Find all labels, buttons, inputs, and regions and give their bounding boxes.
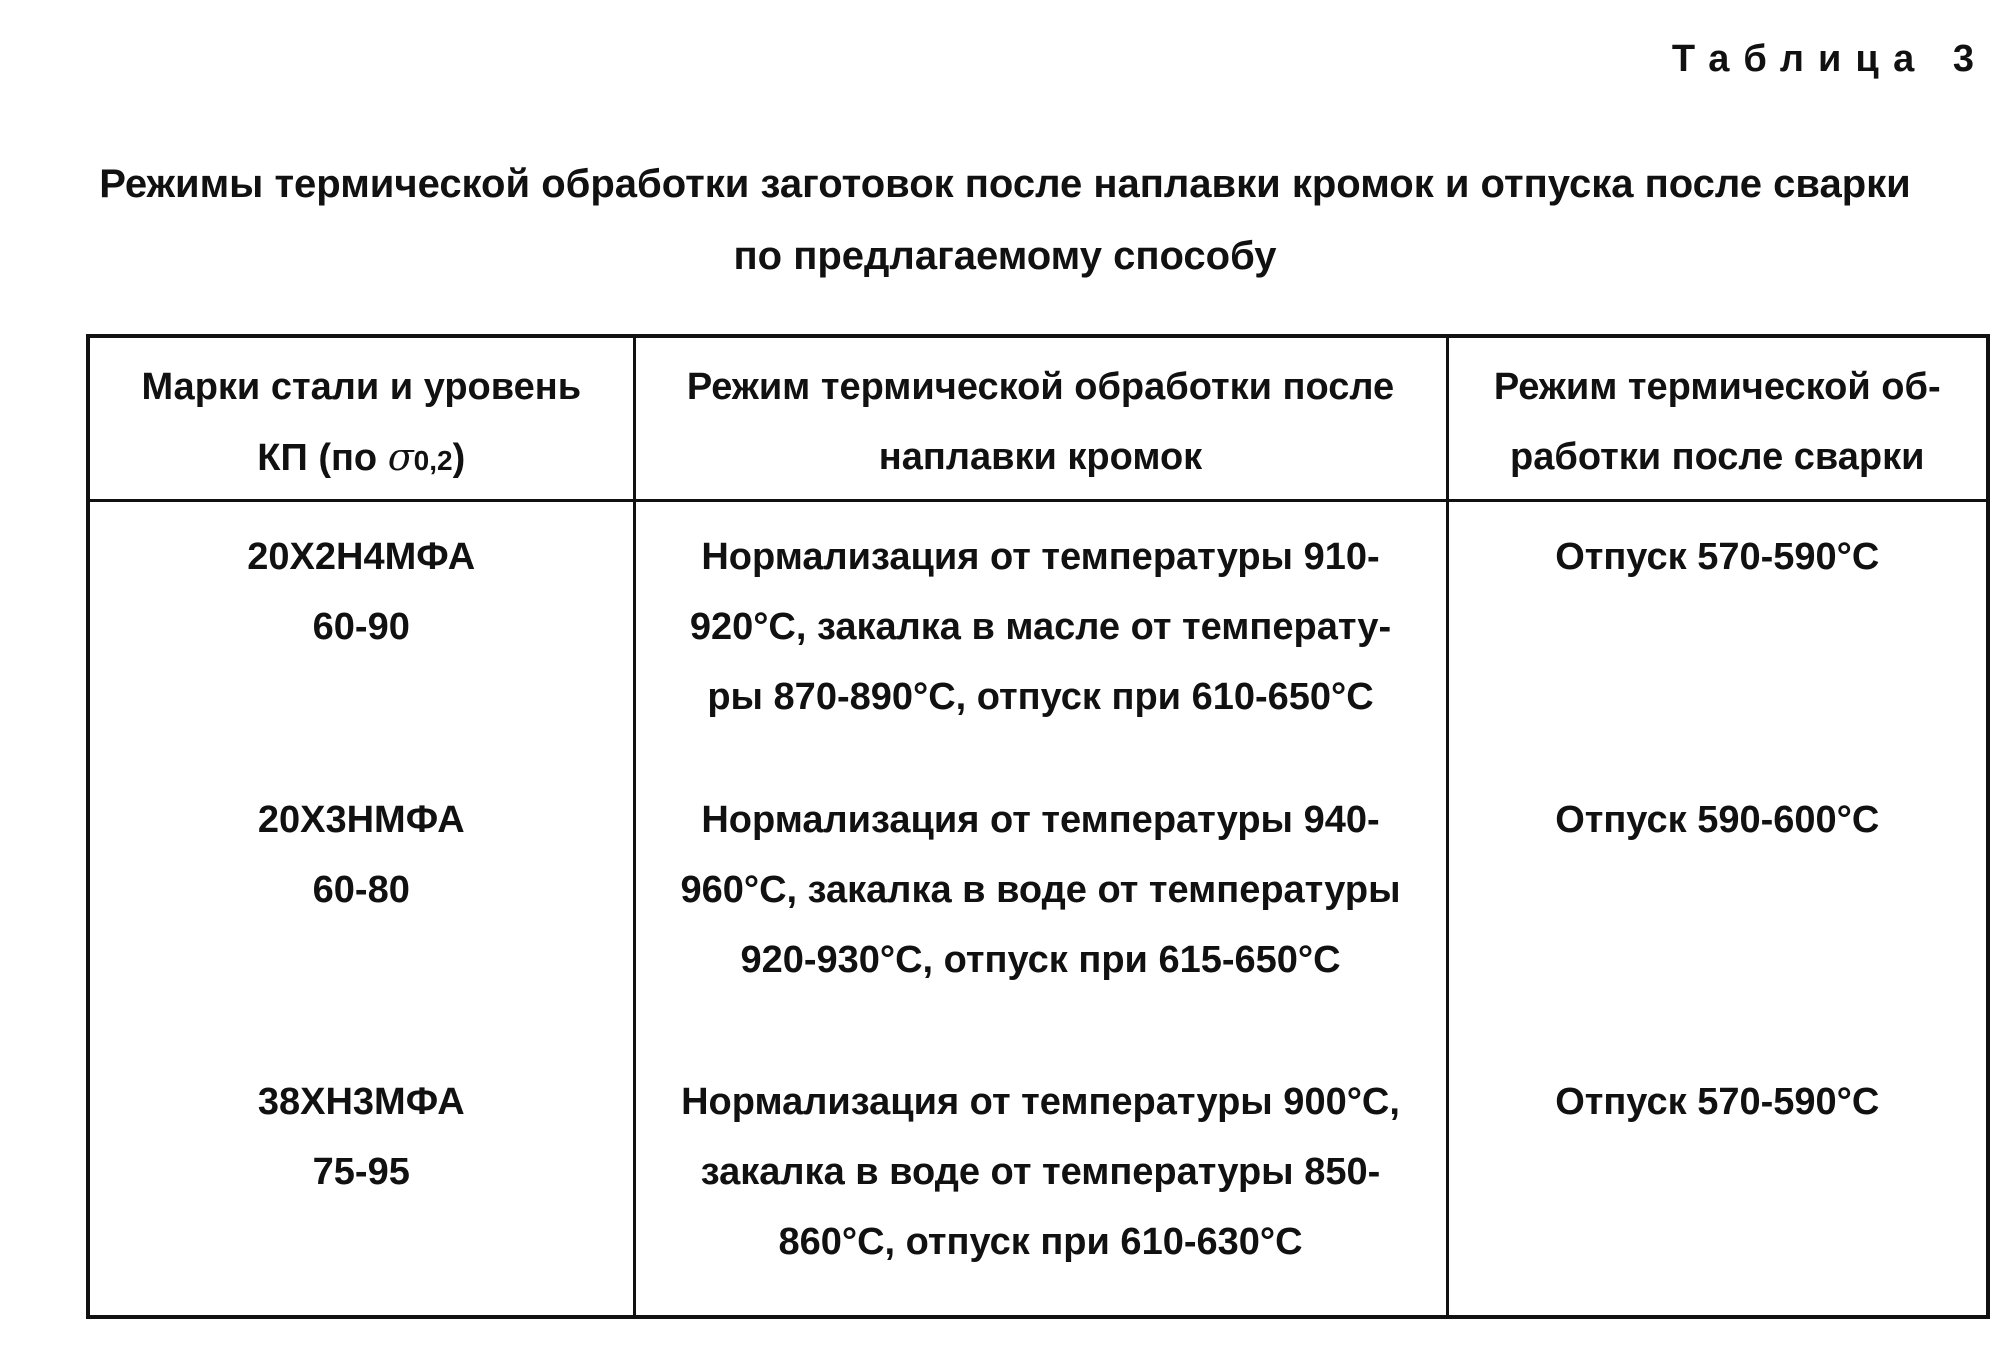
- table-row: [88, 500, 1988, 785]
- header-edge-treatment: [634, 336, 1447, 500]
- header-steel-grade-line-2: [104, 422, 619, 496]
- header-weld-treatment-line-2: работки после сварки: [1510, 436, 1925, 478]
- weld-tempering: Отпуск 570-590°С: [1555, 1081, 1880, 1123]
- weld-treatment-cell: [1447, 500, 1988, 785]
- table-number-label: Таблица 3: [1671, 38, 1988, 80]
- weld-tempering: Отпуск 570-590°С: [1555, 535, 1880, 578]
- weld-treatment-cell: [1447, 785, 1988, 1067]
- caption-line-2: по предлагаемому способу: [733, 234, 1277, 278]
- steel-grade-cell: [88, 1067, 634, 1317]
- edge-treatment-cell: [634, 500, 1447, 785]
- caption-line-1: Режимы термической обработки заготовок после наплавки кромок и отпуска после сварки: [99, 162, 1911, 206]
- kp-level: 60-80: [312, 869, 410, 911]
- header-weld-treatment-line-1: Режим термической об-: [1493, 366, 1941, 408]
- edge-treatment-cell: [634, 785, 1447, 1067]
- header-row: [88, 336, 1988, 500]
- steel-grade: 20Х3НМФА: [257, 799, 465, 841]
- header-steel-grade: [88, 336, 634, 500]
- heat-treatment-table: [86, 334, 1990, 1319]
- table-row: [88, 785, 1988, 1067]
- edge-treatment-cell: [634, 1067, 1447, 1317]
- header-kp-suffix: ): [452, 437, 466, 479]
- weld-tempering: Отпуск 590-600°С: [1555, 799, 1880, 841]
- header-edge-treatment-line-2: наплавки кромок: [878, 436, 1203, 478]
- edge-treatment-line: ры 870-890°С, отпуск при 610-650°С: [707, 675, 1374, 718]
- header-weld-treatment: [1447, 336, 1988, 500]
- edge-treatment-line: 920°С, закалка в масле от температу-: [689, 605, 1392, 648]
- edge-treatment-line: закалка в воде от температуры 850-: [700, 1151, 1381, 1193]
- weld-treatment-cell: [1447, 1067, 1988, 1317]
- edge-treatment-line: Нормализация от температуры 910-: [701, 535, 1380, 578]
- edge-treatment-line: 860°С, отпуск при 610-630°С: [778, 1221, 1303, 1263]
- edge-treatment-line: 960°С, закалка в воде от температуры: [680, 869, 1401, 911]
- sigma-subscript: 0,2: [413, 445, 453, 476]
- steel-grade-cell: [88, 785, 634, 1067]
- sigma-symbol: σ: [387, 435, 414, 479]
- edge-treatment-line: 920-930°С, отпуск при 615-650°С: [740, 939, 1341, 981]
- edge-treatment-line: Нормализация от температуры 940-: [701, 799, 1380, 841]
- steel-grade: 20Х2Н4МФА: [247, 535, 476, 578]
- table-row: [88, 1067, 1988, 1317]
- kp-level: 60-90: [312, 605, 410, 648]
- edge-treatment-line: Нормализация от температуры 900°С,: [681, 1081, 1400, 1123]
- steel-grade-cell: [88, 500, 634, 785]
- kp-level: 75-95: [312, 1151, 410, 1193]
- header-steel-grade-line-1: Марки стали и уровень: [141, 366, 582, 408]
- table-caption: [0, 148, 2010, 292]
- header-edge-treatment-line-1: Режим термической обработки после: [686, 366, 1395, 408]
- header-kp-text: КП (по: [257, 437, 388, 479]
- steel-grade: 38ХН3МФА: [257, 1081, 465, 1123]
